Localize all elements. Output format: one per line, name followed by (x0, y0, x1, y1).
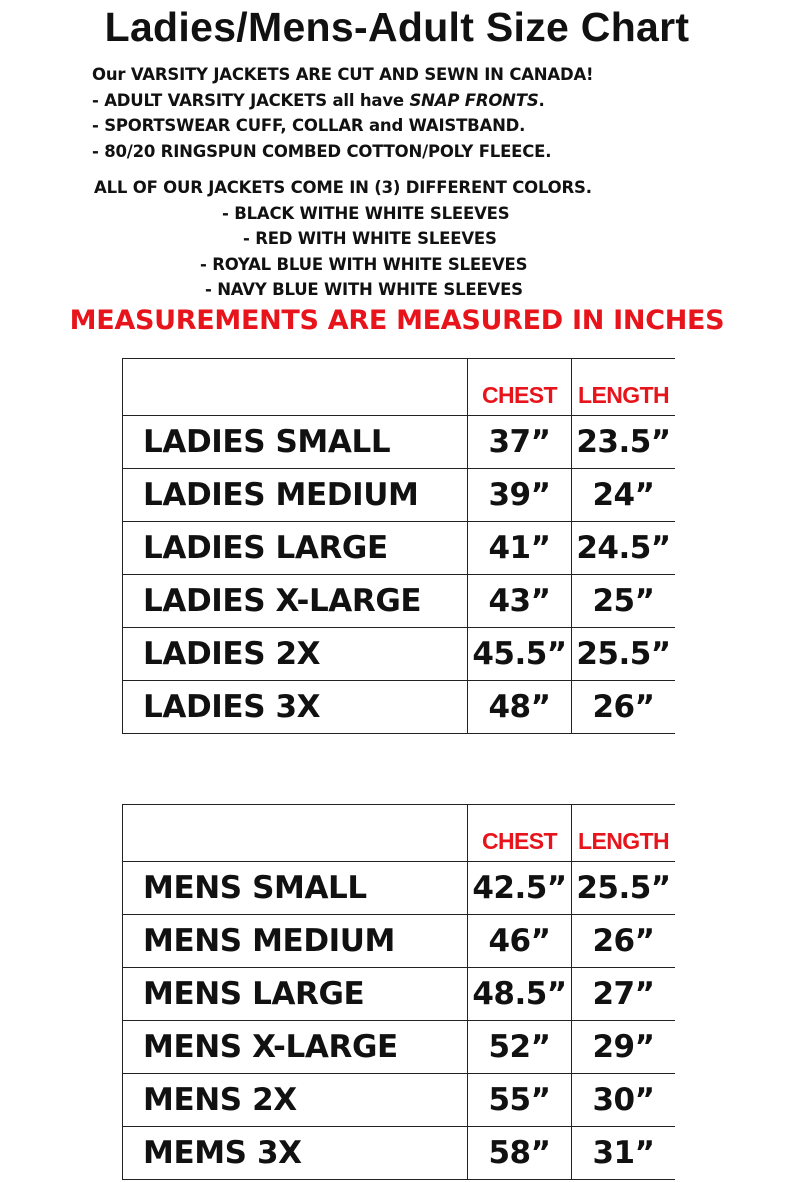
header-length: LENGTH (572, 805, 676, 862)
size-name-cell: LADIES MEDIUM (123, 469, 468, 522)
color-options-block (0, 175, 794, 303)
size-name-cell: LADIES 3X (123, 681, 468, 734)
header-size (123, 359, 468, 416)
chest-cell: 43” (468, 575, 572, 628)
size-name-cell: LADIES X-LARGE (123, 575, 468, 628)
table-header-row (123, 805, 676, 862)
chest-cell: 37” (468, 416, 572, 469)
chest-cell: 55” (468, 1074, 572, 1127)
table-row (123, 862, 676, 915)
length-cell: 31” (572, 1127, 676, 1180)
intro-block (92, 62, 593, 164)
size-name-cell: MEMS 3X (123, 1127, 468, 1180)
table-row (123, 628, 676, 681)
chest-cell: 46” (468, 915, 572, 968)
length-cell: 27” (572, 968, 676, 1021)
size-name-cell: MENS LARGE (123, 968, 468, 1021)
length-cell: 26” (572, 681, 676, 734)
header-length: LENGTH (572, 359, 676, 416)
chest-cell: 52” (468, 1021, 572, 1074)
length-cell: 25.5” (572, 862, 676, 915)
intro-line-text: - ADULT VARSITY JACKETS all have (92, 90, 410, 110)
intro-line: - 80/20 RINGSPUN COMBED COTTON/POLY FLEECE. (92, 141, 552, 161)
length-cell: 23.5” (572, 416, 676, 469)
intro-emphasis: SNAP FRONTS (409, 90, 539, 110)
chest-cell: 48.5” (468, 968, 572, 1021)
chest-cell: 58” (468, 1127, 572, 1180)
chest-cell: 48” (468, 681, 572, 734)
mens-size-table (122, 804, 675, 1180)
length-cell: 29” (572, 1021, 676, 1074)
size-name-cell: LADIES 2X (123, 628, 468, 681)
table-row (123, 681, 676, 734)
mens-table-body (123, 805, 676, 1180)
colors-heading: ALL OF OUR JACKETS COME IN (3) DIFFERENT COLORS. (94, 178, 592, 197)
size-name-cell: LADIES SMALL (123, 416, 468, 469)
color-option: - NAVY BLUE WITH WHITE SLEEVES (205, 280, 523, 299)
header-chest: CHEST (468, 359, 572, 416)
ladies-table-body (123, 359, 676, 734)
table-row (123, 915, 676, 968)
table-row (123, 1021, 676, 1074)
intro-line: Our VARSITY JACKETS ARE CUT AND SEWN IN CANADA! (92, 65, 594, 84)
chest-cell: 45.5” (468, 628, 572, 681)
color-option: - BLACK WITHE WHITE SLEEVES (222, 203, 510, 223)
size-name-cell: MENS 2X (123, 1074, 468, 1127)
table-row (123, 968, 676, 1021)
table-row (123, 469, 676, 522)
length-cell: 24” (572, 469, 676, 522)
table-header-row (123, 359, 676, 416)
intro-line: - SPORTSWEAR CUFF, COLLAR and WAISTBAND. (92, 116, 526, 135)
table-row (123, 575, 676, 628)
ladies-size-table (122, 358, 675, 734)
table-row (123, 1074, 676, 1127)
intro-line-snap-fronts (92, 88, 593, 114)
size-name-cell: LADIES LARGE (123, 522, 468, 575)
table-row (123, 522, 676, 575)
header-size (123, 805, 468, 862)
intro-emphasis-suffix: . (538, 90, 545, 110)
size-name-cell: MENS X-LARGE (123, 1021, 468, 1074)
color-option: - ROYAL BLUE WITH WHITE SLEEVES (200, 254, 528, 274)
table-row (123, 1127, 676, 1180)
measurement-note: MEASUREMENTS ARE MEASURED IN INCHES (69, 305, 725, 336)
chest-cell: 42.5” (468, 862, 572, 915)
chest-cell: 41” (468, 522, 572, 575)
color-option: - RED WITH WHITE SLEEVES (243, 229, 497, 248)
length-cell: 30” (572, 1074, 676, 1127)
page-title: Ladies/Mens-Adult Size Chart (104, 4, 690, 50)
length-cell: 24.5” (572, 522, 676, 575)
table-row (123, 416, 676, 469)
chest-cell: 39” (468, 469, 572, 522)
length-cell: 25” (572, 575, 676, 628)
header-chest: CHEST (468, 805, 572, 862)
size-name-cell: MENS SMALL (123, 862, 468, 915)
length-cell: 25.5” (572, 628, 676, 681)
size-name-cell: MENS MEDIUM (123, 915, 468, 968)
length-cell: 26” (572, 915, 676, 968)
